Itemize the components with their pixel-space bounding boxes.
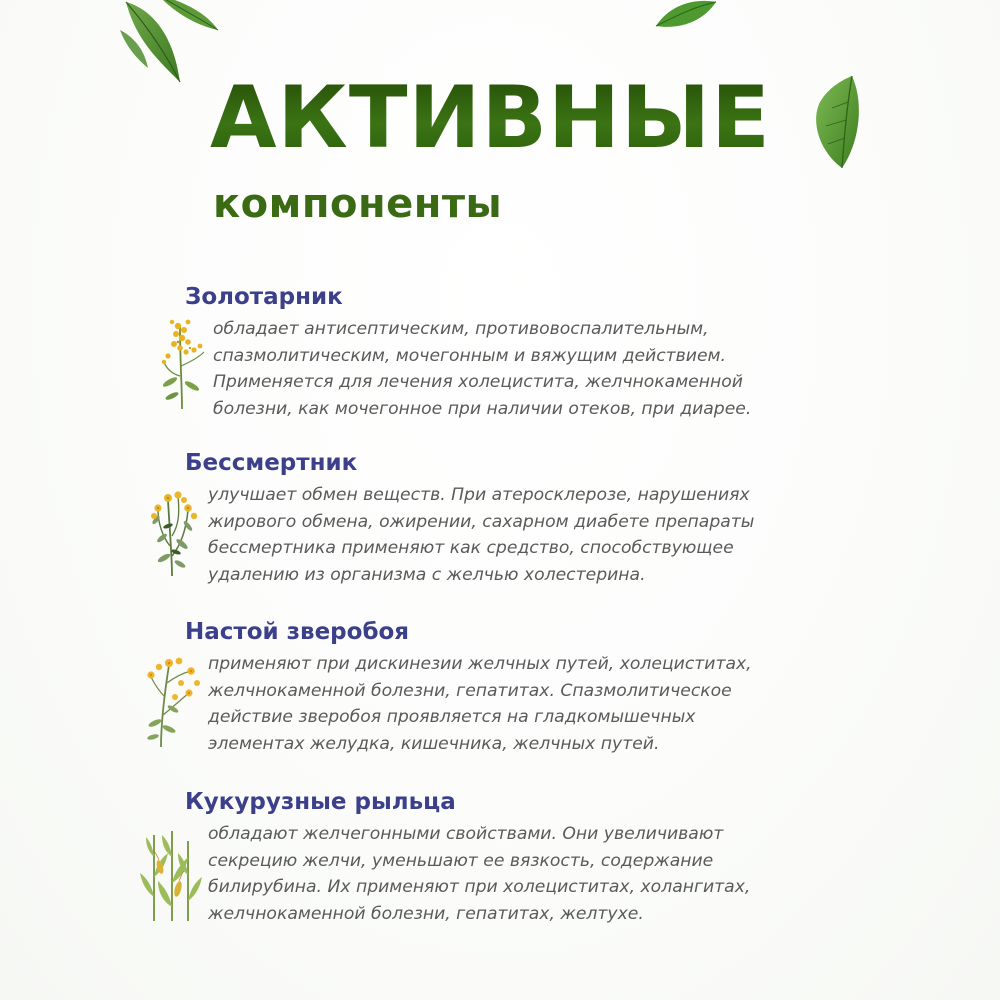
description-line: элементах желудка, кишечника, желчных путей. — [208, 733, 660, 754]
st-johns-wort-icon — [145, 653, 203, 749]
section-title: Кукурузные рыльца — [185, 789, 456, 815]
description-line: обладают желчегонными свойствами. Они увеличивают — [208, 824, 724, 844]
description-line: секрецию желчи, уменьшают ее вязкость, содержание — [208, 850, 714, 871]
section-title: Золотарник — [185, 284, 343, 310]
description-line: спазмолитическим, мочегонным и вяжущим действием. — [213, 345, 726, 366]
description-line: применяют при дискинезии желчных путей, холециститах, — [208, 654, 752, 674]
leaf-icon — [652, 0, 722, 36]
leaf-icon — [118, 0, 223, 90]
section-title: Бессмертник — [185, 450, 358, 476]
immortelle-icon — [150, 486, 202, 578]
description-line: желчнокаменной болезни, гепатитах. Спазмолитическое — [208, 680, 732, 701]
description-line: желчнокаменной болезни, гепатитах, желтухе. — [208, 903, 644, 924]
description-line: улучшает обмен веществ. При атеросклерозе, нарушениях — [208, 485, 750, 505]
description-line: обладает антисептическим, противовоспалительным, — [213, 319, 709, 339]
description-line: действие зверобоя проявляется на гладкомышечных — [208, 707, 696, 727]
description-line: Применяется для лечения холецистита, желчнокаменной — [213, 372, 743, 392]
description-line: жирового обмена, ожирении, сахарном диабете препараты — [208, 511, 755, 532]
corn-silk-icon — [138, 827, 204, 923]
goldenrod-icon — [158, 316, 210, 411]
section-description — [208, 821, 848, 927]
description-line: билирубина. Их применяют при холециститах, холангитах, — [208, 877, 751, 897]
section-title: Настой зверобоя — [185, 619, 410, 645]
section-description — [208, 482, 848, 588]
description-line: болезни, как мочегонное при наличии отеков, при диарее. — [213, 398, 752, 419]
leaf-icon — [806, 72, 866, 172]
section-description — [208, 651, 848, 757]
page-subtitle: компоненты — [213, 181, 503, 227]
section-description — [213, 316, 853, 422]
page-title: АКТИВНЫЕ — [210, 68, 771, 168]
description-line: бессмертника применяют как средство, способствующее — [208, 538, 734, 558]
description-line: удалению из организма с желчью холестерина. — [208, 564, 646, 585]
